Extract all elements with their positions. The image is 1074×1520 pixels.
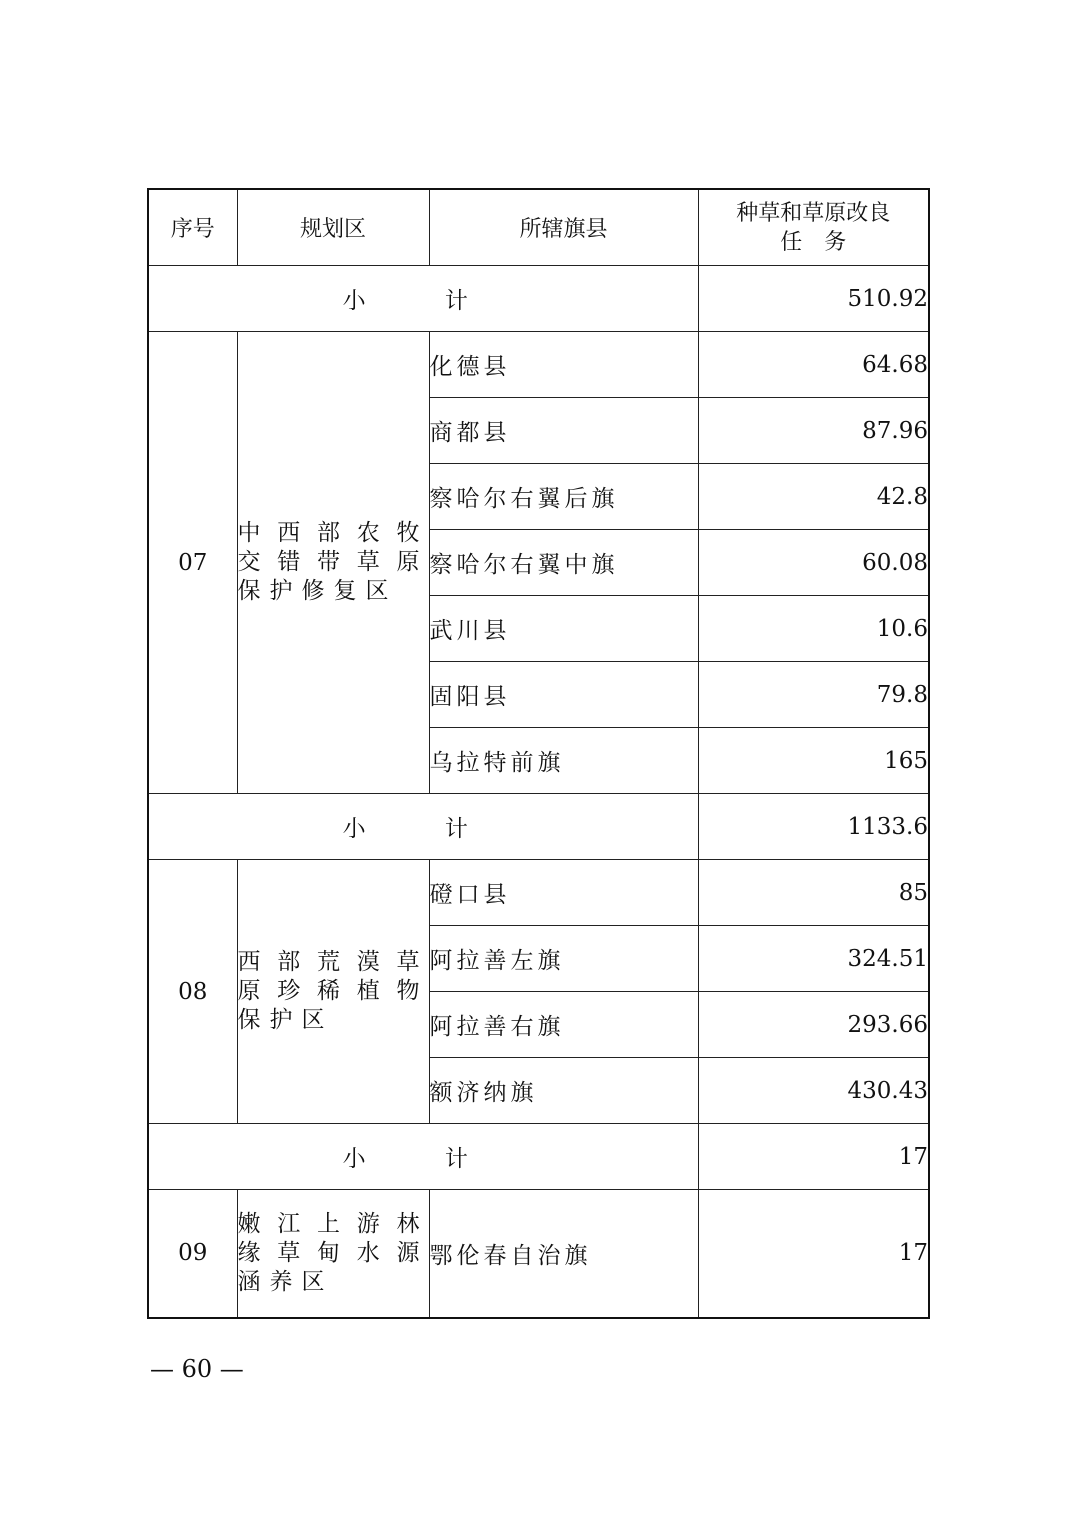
county-name: 察哈尔右翼后旗 — [429, 464, 698, 530]
header-task-line1: 种草和草原改良 — [736, 200, 891, 226]
county-name: 商都县 — [429, 398, 698, 464]
table-row — [148, 332, 929, 398]
group-region: 中西部农牧交错带草原保护修复区 — [237, 332, 429, 794]
header-task-line2: 任 务 — [780, 229, 847, 255]
county-name: 阿拉善左旗 — [429, 926, 698, 992]
subtotal-label: 小 计 — [148, 1124, 698, 1190]
task-value: 79.8 — [698, 662, 929, 728]
task-value: 87.96 — [698, 398, 929, 464]
county-name: 化德县 — [429, 332, 698, 398]
task-value: 42.8 — [698, 464, 929, 530]
subtotal-row — [148, 1124, 929, 1190]
header-county: 所辖旗县 — [429, 189, 698, 266]
county-name: 固阳县 — [429, 662, 698, 728]
group-seq: 08 — [148, 860, 237, 1124]
task-value: 165 — [698, 728, 929, 794]
task-value: 324.51 — [698, 926, 929, 992]
table-header-row — [148, 189, 929, 266]
subtotal-label: 小 计 — [148, 266, 698, 332]
task-value: 10.6 — [698, 596, 929, 662]
table-row — [148, 860, 929, 926]
table-row — [148, 1190, 929, 1318]
task-value: 293.66 — [698, 992, 929, 1058]
county-name: 武川县 — [429, 596, 698, 662]
subtotal-label: 小 计 — [148, 794, 698, 860]
task-value: 430.43 — [698, 1058, 929, 1124]
group-region: 西部荒漠草原珍稀植物保护区 — [237, 860, 429, 1124]
header-region: 规划区 — [237, 189, 429, 266]
task-value: 60.08 — [698, 530, 929, 596]
task-value: 85 — [698, 860, 929, 926]
subtotal-value: 1133.6 — [698, 794, 929, 860]
task-value: 64.68 — [698, 332, 929, 398]
task-table — [147, 188, 930, 1319]
task-value: 17 — [698, 1190, 929, 1318]
header-task — [698, 189, 929, 266]
subtotal-row — [148, 794, 929, 860]
subtotal-row — [148, 266, 929, 332]
county-name: 额济纳旗 — [429, 1058, 698, 1124]
county-name: 乌拉特前旗 — [429, 728, 698, 794]
group-seq: 09 — [148, 1190, 237, 1318]
county-name: 鄂伦春自治旗 — [429, 1190, 698, 1318]
page-number: — 60 — — [150, 1355, 244, 1383]
group-seq: 07 — [148, 332, 237, 794]
subtotal-value: 510.92 — [698, 266, 929, 332]
county-name: 磴口县 — [429, 860, 698, 926]
county-name: 阿拉善右旗 — [429, 992, 698, 1058]
header-seq: 序号 — [148, 189, 237, 266]
group-region: 嫩江上游林缘草甸水源涵养区 — [237, 1190, 429, 1318]
subtotal-value: 17 — [698, 1124, 929, 1190]
county-name: 察哈尔右翼中旗 — [429, 530, 698, 596]
